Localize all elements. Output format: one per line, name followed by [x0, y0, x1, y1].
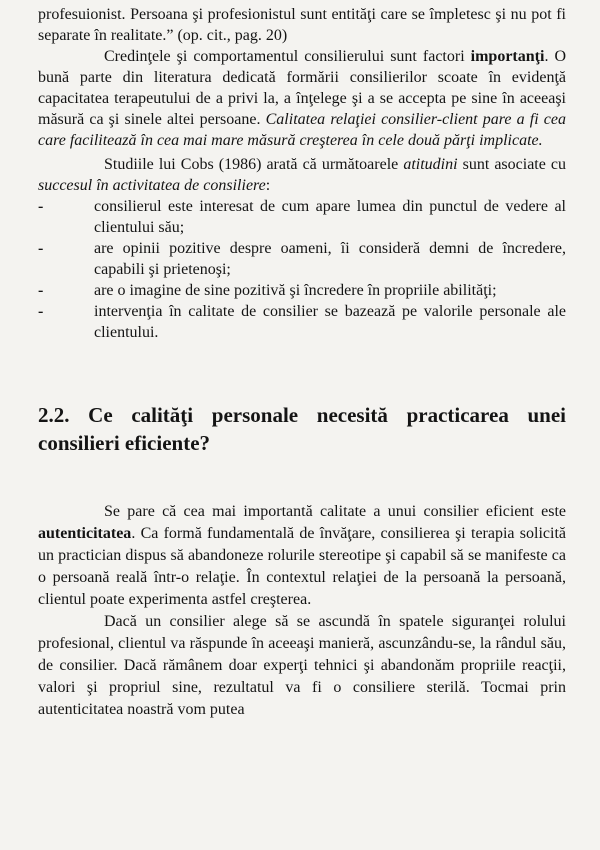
text-run: Se pare că cea mai importantă calitate a unui consilier eficient este [104, 503, 566, 520]
bullet-dash: - [38, 198, 44, 215]
paragraph-role: Dacă un consilier alege să se ascundă în spatele siguranţei rolului profesional, clientul va răspunde în aceeaşi manieră, ascunzându-se, la rândul său, de consilier. Dacă rămânem doar experţi tehnici şi abandonăm propriile reacţii, valori şi propriul sine, rezultatul va fi o consiliere sterilă. Tocmai prin autenticitatea noastră vom putea [38, 613, 566, 718]
paragraph-studies [38, 154, 566, 196]
list-item [38, 301, 566, 343]
bold-run: autenticitatea [38, 525, 132, 542]
section-heading: 2.2. Ce calităţi personale necesită practicarea unei consilieri eficiente? [38, 403, 566, 455]
list-item-text: are opinii pozitive despre oameni, îi consideră demni de încredere, capabili şi prietenoşi; [94, 240, 566, 278]
italic-run: atitudini [403, 156, 458, 173]
italic-run: Calitatea relaţiei consilier-client pare a fi cea care facilitează în cea mai mare măsură creşterea în cele două părţi implicate. [38, 111, 566, 149]
bullet-dash: - [38, 282, 44, 299]
paragraph-authenticity [38, 501, 566, 611]
list-item-text: are o imagine de sine pozitivă şi încredere în propriile abilităţi; [94, 282, 497, 299]
text-run: . Ca formă fundamentală de învăţare, consilierea şi terapia solicită un practician dispus să abandoneze rolurile stereotipe şi capabil să se manifeste ca o persoană reală într-o relaţie. În contextul relaţiei de la persoană la persoană, clientul poate experimenta astfel creşterea. [38, 525, 566, 608]
italic-run: succesul în activitatea de consiliere [38, 177, 266, 194]
bold-run: importanţi [464, 48, 545, 65]
text-run: Credinţele şi comportamentul consilierului sunt factori [104, 48, 465, 65]
paragraph-continued: profesuionist. Persoana şi profesionistul sunt entităţi care se împletesc şi nu pot fi separate în realitate.” (op. cit., pag. 20) [38, 6, 566, 44]
text-run: Studiile lui Cobs (1986) arată că următoarele [104, 156, 404, 173]
list-item-text: intervenţia în calitate de consilier se bazează pe valorile personale ale clientului. [94, 303, 566, 341]
text-run: : [265, 177, 271, 194]
bullet-dash: - [38, 303, 44, 320]
attitudes-list [38, 196, 566, 343]
text-run: . O bună parte din literatura dedicată formării consilierilor scoate în evidenţă capacitatea terapeutului de a privi la, a înţelege şi a se accepta pe sine în aceeaşi măsură ca şi sinele altei persoane. [38, 48, 567, 128]
bullet-dash: - [38, 240, 44, 257]
paragraph-beliefs [38, 46, 566, 151]
text-run: sunt asociate cu [457, 156, 567, 173]
list-item [38, 238, 566, 280]
list-item-text: consilierul este interesat de cum apare lumea din punctul de vedere al clientului său; [94, 198, 566, 236]
list-item [38, 280, 566, 301]
list-item [38, 196, 566, 238]
